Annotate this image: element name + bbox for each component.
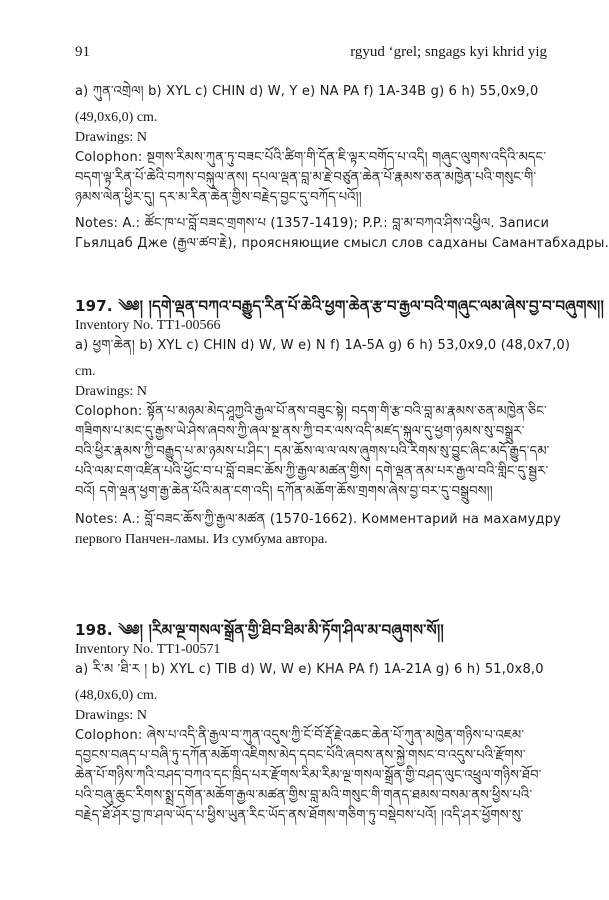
page-number: 91 (75, 44, 90, 60)
entry-198-colophon-2: དབྱངས་བཞད་པ་བཞི་ཏུ་དཀོན་མཆོག་འཇིགས་མེད་དབང་པོའི་ཞབས་ནས་སྐྱེ་གསང་བ་འདུས་པའི་རྫོགས་ (75, 748, 526, 763)
entry-198-drawings: Drawings: N (75, 708, 147, 723)
running-head: rgyud ‘grel; sngags kyi khrid yig (350, 44, 547, 60)
entry-198-colophon-4: པའི་བཞུ་ཆུང་རིགས་སྨྲ་དགོན་མཆོག་རྒྱལ་མཚན་གྱིས་བླ་མའི་གསུང་གི་གནད་ཐམས་བསམ་ནས་ཕྱིས་པའི་ (75, 788, 533, 803)
entry-197-line-a2: cm. (75, 364, 96, 379)
entry-196-line-a2: (49,0x6,0) cm. (75, 110, 158, 125)
entry-197-line-a: a) ཕྱག་ཆེན། b) XYL c) CHIN d) W, W e) N f) 1A-5A g) 6 h) 53,0x9,0 (48,0x7,0) (75, 338, 571, 353)
entry-198-colophon-1: Colophon: ཞེས་པ་འདི་ནི་རྒྱལ་བ་ཀུན་འདུས་ཀྱི་ངོ་བོ་རྡོ་རྗེ་འཆང་ཆེན་པོ་ཀུན་མཁྱེན་གཉིས་པ་འཇམ་ (75, 728, 525, 743)
entry-196-colophon-1: Colophon: སྔགས་རིམས་ཀུན་ཏུ་བཟང་པོའི་ཚིག་གི་དོན་ཇི་ལྟར་བགོད་པ་འདི། གཞུང་ལུགས་འདིའི་མདང་ (75, 150, 547, 165)
entry-198-line-a: a) རི་མ ་ཐི་ར ། b) XYL c) TIB d) W, W e) KHA PA f) 1A-21A g) 6 h) 51,0x8,0 (75, 662, 544, 677)
entry-196-notes-2: Гьялцаб Дже (རྒྱལ་ཚབ་རྗེ), проясняющие смысл слов садханы Самантабхадры. (75, 236, 609, 251)
entry-196-colophon-2: བདག་ལྟ་རིན་པོ་ཆེའི་བཀས་བསྐུལ་ནས། དཔལ་ལྡན་བླ་མ་རྗེ་བཙུན་ཆེན་པོ་རྣམས་ཅན་མཁྱེན་པའི་གསུང་གི་ (75, 170, 537, 185)
entry-197-notes-1: Notes: A.: བློ་བཟང་ཆོས་ཀྱི་རྒྱལ་མཚན (1570-1662). Комментарий на махамудру (75, 512, 562, 527)
entry-196-drawings: Drawings: N (75, 130, 147, 145)
entry-198-colophon-3: ཆེན་པོ་གཉིས་ཀའི་བཤད་བཀའ་དང་ཁྲིད་པར་རྫོགས་རིམ་རིམ་ལྔ་གསལ་སྒྲོན་གྱི་བཤད་ལུང་འཕྲུལ་གཉིས་ཐོབ་ (75, 768, 542, 783)
entry-196-line-a: a) ཀུན་འགྲེལ། b) XYL c) CHIN d) W, Y e) NA PA f) 1A-34B g) 6 h) 55,0x9,0 (75, 84, 539, 99)
entry-196-notes-1: Notes: A.: ཚོང་ཁ་པ་བློ་བཟང་གྲགས་པ (1357-1419); P.P.: བླ་མ་བཀའ་ཤིས་འཕྱིལ. Записи (75, 216, 550, 231)
entry-198-line-a2: (48,0x6,0) cm. (75, 688, 158, 703)
entry-198 (75, 620, 547, 826)
entry-198-inventory: Inventory No. TT1-00571 (75, 642, 221, 657)
entry-196-colophon-3: ཉམས་ལེན་ཕྱིར་དུ། དར་མ་རིན་ཆེན་གྱིས་བརྗེད་བྱང་དུ་བཀོད་པའོ།། (75, 190, 362, 205)
entry-198-colophon-5: བརྗེད་ཐོ་ཤོར་བྱ་ཁ་ཤལ་ཡོད་པ་ཕྱིས་ཡུན་རིང་ཡོད་ནས་ཐོགས་གཅིག་ཏུ་བསྡེབས་པའོ། །འདི་ཤར་ཕྱོགས་སུ་ (75, 808, 524, 823)
entry-198-title: 198. ༄༅། །རིམ་ལྔ་གསལ་སྒྲོན་གྱི་ཐིབ་ཐིམ་མི་ཏོག་ཤིལ་མ་བཞུགས་སོ།། (75, 621, 444, 639)
entry-197-colophon-4: པའི་ལམ་ངག་འཛིན་པའི་ཕྱོང་བ་པ་བློ་བཟང་ཆོས་ཀྱི་རྒྱལ་མཚན་གྱིས། དགེ་ལྡན་ནམ་པར་རྒྱལ་བའི་གླིང་དུ་སྦྱར་ (75, 464, 549, 479)
entry-197-colophon-1: Colophon: སྟོན་པ་མཉམ་མེད་ཤཱཀྱའི་རྒྱལ་པོ་ནས་བཟུང་སྟེ། བདག་གི་རྩ་བའི་བླ་མ་རྣམས་ཅན་མཁྱེན་ཅིང་ (75, 404, 547, 419)
entry-196 (75, 82, 609, 254)
entry-197-inventory: Inventory No. TT1-00566 (75, 318, 221, 333)
entry-197-notes-2: первого Панчен-ламы. Из сумбума автора. (75, 532, 328, 547)
entry-197-title: 197. ༄༅། །དགེ་ལྡན་བཀའ་བརྒྱུད་རིན་པོ་ཆེའི་ཕྱག་ཆེན་རྩ་བ་རྒྱལ་བའི་གཞུང་ལམ་ཞེས་བྱ་བ་བཞུགས།། (75, 297, 604, 315)
entry-197-colophon-2: གཟིགས་པ་མང་དུ་རྒྱས་ཡེ་ཤེས་ཞབས་ཀྱི་ཞལ་སྔ་ནས་ཀྱི་བར་ལས་འདི་མཛད་སྐུལ་དུ་ཕྱག་ཉམས་སུ་བསྒྲུར་ (75, 424, 525, 439)
entry-197-drawings: Drawings: N (75, 384, 147, 399)
entry-197-colophon-5: བའོ། དགེ་ལྡན་ཕྱག་རྒྱ་ཆེན་པོའི་མན་ངག་འདི། དཀོན་མཆོག་ཆོས་གྲགས་ཞེས་བྱ་བར་དུ་བསྒྲུབས།། (75, 484, 493, 499)
entry-197 (75, 296, 604, 550)
entry-197-colophon-3: བའི་ཕྱིར་རྣམས་ཀྱི་བརྒྱུད་པ་མ་ཉམས་པ་ཤིང་། དམ་ཆོས་ལ་ལ་ལས་ཞུགས་པའི་རིགས་སུ་བྱུང་ཞིང་མདོ་རྒྱུད་དམ་ (75, 444, 550, 459)
